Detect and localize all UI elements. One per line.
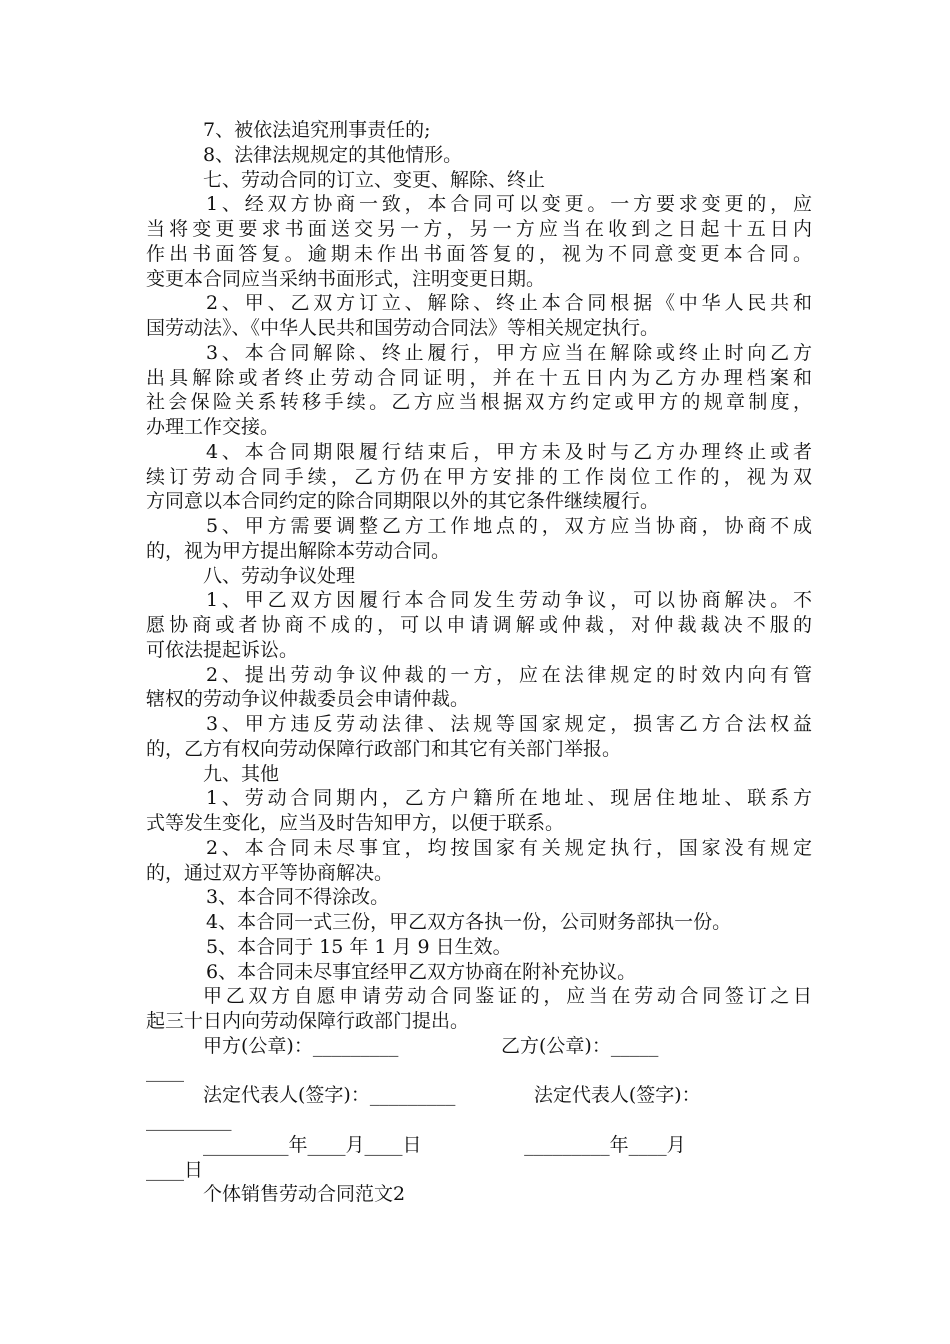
text-line: 甲乙双方自愿申请劳动合同鉴证的，应当在劳动合同签订之日 xyxy=(203,985,812,1008)
text-line: 可依法提起诉讼。 xyxy=(146,638,299,661)
text-line: 八、劳动争议处理 xyxy=(203,564,356,587)
text-line: 8、法律法规规定的其他情形。 xyxy=(203,143,463,166)
text-line: 法定代表人(签字)：_________ 法定代表人(签字)： xyxy=(203,1084,701,1107)
text-line: 国劳动法》、《中华人民共和国劳动合同法》等相关规定执行。 xyxy=(146,317,660,339)
text-line: 5、本合同于 15 年 1 月 9 日生效。 xyxy=(206,935,512,958)
text-line: 4、本合同一式三份，甲乙双方各执一份，公司财务部执一份。 xyxy=(206,911,732,933)
text-line: 社会保险关系转移手续。乙方应当根据双方约定或甲方的规章制度， xyxy=(146,391,812,414)
text-line: 的，乙方有权向劳动保障行政部门和其它有关部门举报。 xyxy=(146,737,622,760)
text-line: ____ xyxy=(146,1059,184,1082)
text-line: 续订劳动合同手续，乙方仍在甲方安排的工作岗位工作的，视为双 xyxy=(146,465,812,488)
text-line: 3、本合同不得涂改。 xyxy=(206,886,390,909)
text-line: 方同意以本合同约定的除合同期限以外的其它条件继续履行。 xyxy=(146,490,660,513)
text-line: 4、本合同期限履行结束后，甲方未及时与乙方办理终止或者 xyxy=(206,440,812,463)
text-line: 1、劳动合同期内，乙方户籍所在地址、现居住地址、联系方 xyxy=(206,787,812,810)
text-line: 出具解除或者终止劳动合同证明，并在十五日内为乙方办理档案和 xyxy=(146,366,812,389)
text-line: 甲方(公章)：_________ 乙方(公章)：_____ xyxy=(203,1034,659,1057)
text-line: 5、甲方需要调整乙方工作地点的，双方应当协商，协商不成 xyxy=(206,515,812,537)
text-line: 2、提出劳动争议仲裁的一方，应在法律规定的时效内向有管 xyxy=(206,663,812,686)
text-line: 7、被依法追究刑事责任的; xyxy=(203,119,431,141)
text-line: 2、甲、乙双方订立、解除、终止本合同根据《中华人民共和 xyxy=(206,292,812,315)
text-line: 变更本合同应当采纳书面形式，注明变更日期。 xyxy=(146,267,546,290)
text-line: ____日 xyxy=(146,1158,204,1181)
text-line: 1、经双方协商一致，本合同可以变更。一方要求变更的，应 xyxy=(206,193,812,216)
text-line: 6、本合同未尽事宜经甲乙双方协商在附补充协议。 xyxy=(206,960,637,983)
text-line: 个体销售劳动合同范文2 xyxy=(203,1183,406,1206)
text-line: 1、甲乙双方因履行本合同发生劳动争议，可以协商解决。不 xyxy=(206,589,812,612)
text-line: 七、劳动合同的订立、变更、解除、终止 xyxy=(203,168,546,191)
text-line: 2、本合同未尽事宜，均按国家有关规定执行，国家没有规定 xyxy=(206,836,812,859)
text-line: 作出书面答复。逾期未作出书面答复的，视为不同意变更本合同。 xyxy=(146,242,812,265)
text-line: 九、其他 xyxy=(203,762,280,785)
text-line: 当将变更要求书面送交另一方，另一方应当在收到之日起十五日内 xyxy=(146,218,812,240)
text-line: _________年____月____日 _________年____月 xyxy=(203,1133,686,1156)
text-line: 辖权的劳动争议仲裁委员会申请仲裁。 xyxy=(146,688,470,711)
text-line: _________ xyxy=(146,1109,232,1131)
text-line: 办理工作交接。 xyxy=(146,416,280,438)
text-line: 愿协商或者协商不成的，可以申请调解或仲裁，对仲裁裁决不服的 xyxy=(146,614,812,636)
text-line: 3、甲方违反劳动法律、法规等国家规定，损害乙方合法权益 xyxy=(206,713,812,735)
text-line: 的，视为甲方提出解除本劳动合同。 xyxy=(146,539,451,562)
text-line: 起三十日内向劳动保障行政部门提出。 xyxy=(146,1010,470,1032)
text-line: 式等发生变化，应当及时告知甲方，以便于联系。 xyxy=(146,812,565,834)
text-line: 的，通过双方平等协商解决。 xyxy=(146,861,394,884)
text-line: 3、本合同解除、终止履行，甲方应当在解除或终止时向乙方 xyxy=(206,341,812,364)
